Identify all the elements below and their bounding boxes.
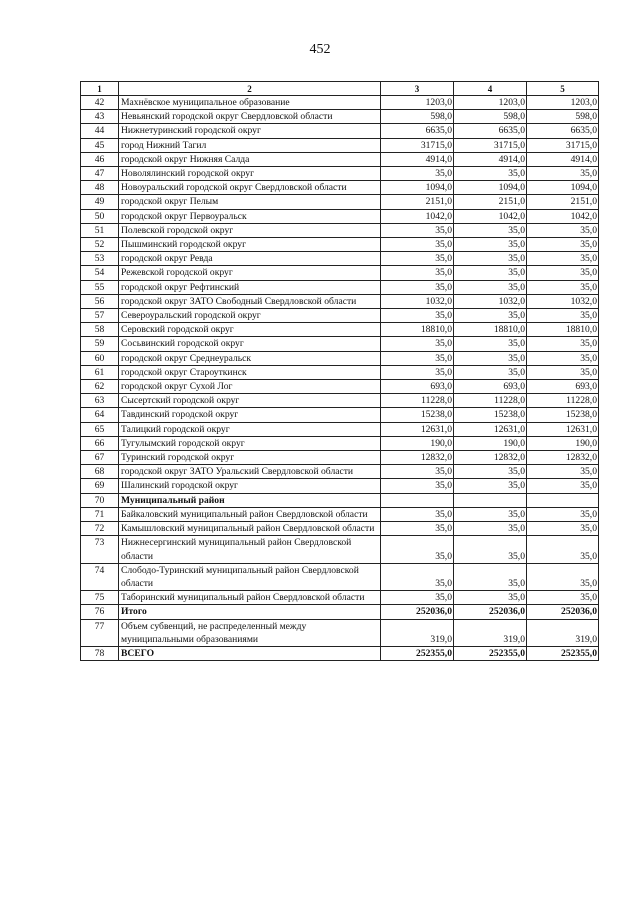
row-value-col-3: 35,0 [381,563,454,590]
row-number: 57 [81,309,119,323]
table-row [81,536,599,563]
row-name: городской округ Сухой Лог [119,380,381,394]
table-row [81,323,599,337]
row-number: 67 [81,451,119,465]
row-name: Слободо-Туринский муниципальный район Свердловской области [119,563,381,590]
row-name: Тугулымский городской округ [119,436,381,450]
row-name: Сысертский городской округ [119,394,381,408]
row-value-col-5: 35,0 [527,351,599,365]
row-value-col-4: 6635,0 [454,124,527,138]
table-row [81,138,599,152]
row-value-col-3: 18810,0 [381,323,454,337]
row-value-col-5: 252036,0 [527,605,599,619]
row-value-col-5: 35,0 [527,266,599,280]
row-value-col-3: 35,0 [381,465,454,479]
row-name: Североуральский городской округ [119,309,381,323]
row-value-col-3: 35,0 [381,266,454,280]
table-row [81,96,599,110]
row-name: городской округ Пелым [119,195,381,209]
row-name: город Нижний Тагил [119,138,381,152]
row-number: 58 [81,323,119,337]
row-value-col-4: 35,0 [454,507,527,521]
row-value-col-4: 35,0 [454,563,527,590]
row-number: 43 [81,110,119,124]
row-number: 61 [81,365,119,379]
row-value-col-3: 35,0 [381,536,454,563]
row-name: Новолялинский городской округ [119,167,381,181]
page-number: 452 [309,42,331,57]
row-value-col-4: 35,0 [454,337,527,351]
table-row [81,436,599,450]
row-value-col-4: 35,0 [454,309,527,323]
table-row [81,280,599,294]
table-row [81,422,599,436]
row-value-col-4: 35,0 [454,252,527,266]
row-value-col-5: 12832,0 [527,451,599,465]
row-name: городской округ Нижняя Салда [119,152,381,166]
row-number: 78 [81,646,119,660]
row-value-col-5: 35,0 [527,365,599,379]
row-name: Серовский городской округ [119,323,381,337]
table-row [81,365,599,379]
row-value-col-3: 35,0 [381,223,454,237]
table-row [81,394,599,408]
row-value-col-5: 6635,0 [527,124,599,138]
row-value-col-3: 1042,0 [381,209,454,223]
row-value-col-4: 1042,0 [454,209,527,223]
row-value-col-4: 1032,0 [454,294,527,308]
row-number: 59 [81,337,119,351]
row-number: 51 [81,223,119,237]
table-row [81,619,599,646]
table-row [81,337,599,351]
row-value-col-5: 18810,0 [527,323,599,337]
header-col-5: 5 [527,82,599,96]
header-col-3: 3 [381,82,454,96]
row-value-col-5: 35,0 [527,309,599,323]
row-value-col-3: 35,0 [381,522,454,536]
row-value-col-3: 598,0 [381,110,454,124]
table-row [81,507,599,521]
row-value-col-5: 35,0 [527,238,599,252]
row-value-col-5: 252355,0 [527,646,599,660]
row-name: Талицкий городской округ [119,422,381,436]
row-value-col-3: 15238,0 [381,408,454,422]
row-number: 69 [81,479,119,493]
row-name: Шалинский городской округ [119,479,381,493]
row-name: Полевской городской округ [119,223,381,237]
row-value-col-5: 35,0 [527,522,599,536]
table-row [81,110,599,124]
row-number: 54 [81,266,119,280]
row-name: Нижнесергинский муниципальный район Свердловской области [119,536,381,563]
row-number: 52 [81,238,119,252]
row-value-col-4: 1203,0 [454,96,527,110]
row-value-col-3: 35,0 [381,351,454,365]
row-value-col-4: 190,0 [454,436,527,450]
row-value-col-5: 2151,0 [527,195,599,209]
row-value-col-4: 4914,0 [454,152,527,166]
row-number: 75 [81,591,119,605]
row-value-col-4: 35,0 [454,536,527,563]
row-name: городской округ Рефтинский [119,280,381,294]
row-value-col-4: 35,0 [454,238,527,252]
row-value-col-5: 693,0 [527,380,599,394]
row-value-col-4: 319,0 [454,619,527,646]
row-number: 46 [81,152,119,166]
table-row [81,451,599,465]
row-value-col-3: 35,0 [381,309,454,323]
row-value-col-4: 693,0 [454,380,527,394]
row-name: Объем субвенций, не распределенный между муниципальными образованиями [119,619,381,646]
row-value-col-3: 2151,0 [381,195,454,209]
row-number: 71 [81,507,119,521]
row-number: 66 [81,436,119,450]
row-value-col-4: 18810,0 [454,323,527,337]
row-number: 72 [81,522,119,536]
row-value-col-5: 15238,0 [527,408,599,422]
row-value-col-4: 35,0 [454,522,527,536]
row-number: 50 [81,209,119,223]
table-row [81,294,599,308]
row-value-col-4: 35,0 [454,479,527,493]
row-value-col-4: 35,0 [454,365,527,379]
row-number: 62 [81,380,119,394]
row-name: Муниципальный район [119,493,381,507]
row-name: Сосьвинский городской округ [119,337,381,351]
row-value-col-3: 12631,0 [381,422,454,436]
row-name: Режевской городской округ [119,266,381,280]
table-row [81,124,599,138]
row-value-col-5: 35,0 [527,563,599,590]
row-name: Тавдинский городской округ [119,408,381,422]
table-row [81,252,599,266]
row-value-col-3: 693,0 [381,380,454,394]
row-value-col-4: 598,0 [454,110,527,124]
table-row [81,181,599,195]
row-name: Камышловский муниципальный район Свердловской области [119,522,381,536]
row-value-col-5: 35,0 [527,280,599,294]
row-value-col-3: 35,0 [381,337,454,351]
row-value-col-4: 1094,0 [454,181,527,195]
table-row [81,238,599,252]
table-row [81,465,599,479]
row-value-col-4: 35,0 [454,465,527,479]
row-number: 53 [81,252,119,266]
table-row [81,591,599,605]
row-value-col-5: 35,0 [527,337,599,351]
row-value-col-5 [527,493,599,507]
row-value-col-5: 1032,0 [527,294,599,308]
row-value-col-5: 31715,0 [527,138,599,152]
row-value-col-4: 35,0 [454,591,527,605]
row-value-col-3: 6635,0 [381,124,454,138]
row-value-col-4: 15238,0 [454,408,527,422]
subsidy-table [80,81,599,661]
row-value-col-5: 1203,0 [527,96,599,110]
table-row [81,493,599,507]
row-number: 42 [81,96,119,110]
row-number: 48 [81,181,119,195]
row-name: Нижнетуринский городской округ [119,124,381,138]
table-body [81,96,599,661]
row-name: городской округ Среднеуральск [119,351,381,365]
row-value-col-4: 35,0 [454,351,527,365]
row-value-col-5: 35,0 [527,536,599,563]
table-row [81,522,599,536]
row-name: Пышминский городской округ [119,238,381,252]
row-value-col-5: 35,0 [527,223,599,237]
table-row [81,563,599,590]
row-value-col-3: 1032,0 [381,294,454,308]
row-value-col-5: 11228,0 [527,394,599,408]
row-number: 45 [81,138,119,152]
row-name: городской округ Первоуральск [119,209,381,223]
row-value-col-4: 35,0 [454,167,527,181]
row-value-col-3: 35,0 [381,167,454,181]
table-row [81,209,599,223]
table-row [81,605,599,619]
row-value-col-5: 598,0 [527,110,599,124]
row-value-col-5: 1042,0 [527,209,599,223]
row-value-col-4: 31715,0 [454,138,527,152]
row-number: 56 [81,294,119,308]
row-value-col-3: 12832,0 [381,451,454,465]
row-name: Итого [119,605,381,619]
row-value-col-5: 35,0 [527,167,599,181]
table-row [81,351,599,365]
table-row [81,223,599,237]
row-value-col-3: 35,0 [381,280,454,294]
row-number: 60 [81,351,119,365]
row-value-col-5: 190,0 [527,436,599,450]
row-name: Махнёвское муниципальное образование [119,96,381,110]
row-value-col-5: 35,0 [527,465,599,479]
table-row [81,195,599,209]
row-value-col-3: 35,0 [381,365,454,379]
row-value-col-3: 31715,0 [381,138,454,152]
row-value-col-3: 11228,0 [381,394,454,408]
row-value-col-5: 35,0 [527,252,599,266]
row-value-col-4: 252036,0 [454,605,527,619]
row-value-col-5: 35,0 [527,591,599,605]
table-row [81,408,599,422]
row-value-col-3: 35,0 [381,507,454,521]
row-value-col-3: 35,0 [381,238,454,252]
row-value-col-3: 252355,0 [381,646,454,660]
header-col-4: 4 [454,82,527,96]
row-name: Таборинский муниципальный район Свердловской области [119,591,381,605]
row-value-col-3: 190,0 [381,436,454,450]
row-value-col-4: 35,0 [454,266,527,280]
table-row [81,167,599,181]
header-col-2: 2 [119,82,381,96]
row-number: 74 [81,563,119,590]
row-number: 63 [81,394,119,408]
row-number: 64 [81,408,119,422]
row-value-col-4: 35,0 [454,280,527,294]
row-name: Байкаловский муниципальный район Свердловской области [119,507,381,521]
row-number: 47 [81,167,119,181]
row-value-col-3: 35,0 [381,479,454,493]
row-value-col-3: 35,0 [381,252,454,266]
row-value-col-3 [381,493,454,507]
row-value-col-3: 1203,0 [381,96,454,110]
row-value-col-4: 2151,0 [454,195,527,209]
row-value-col-3: 1094,0 [381,181,454,195]
row-value-col-3: 319,0 [381,619,454,646]
row-number: 77 [81,619,119,646]
row-value-col-3: 252036,0 [381,605,454,619]
row-number: 55 [81,280,119,294]
row-value-col-4: 35,0 [454,223,527,237]
row-name: городской округ ЗАТО Уральский Свердловской области [119,465,381,479]
row-value-col-4: 12631,0 [454,422,527,436]
row-number: 70 [81,493,119,507]
table-row [81,479,599,493]
row-value-col-5: 12631,0 [527,422,599,436]
table-row [81,152,599,166]
row-name: Невьянский городской округ Свердловской области [119,110,381,124]
row-name: Туринский городской округ [119,451,381,465]
row-value-col-4 [454,493,527,507]
row-value-col-5: 35,0 [527,479,599,493]
row-name: ВСЕГО [119,646,381,660]
table-row [81,380,599,394]
row-value-col-4: 12832,0 [454,451,527,465]
table-header-row [81,82,599,96]
table-row [81,266,599,280]
row-number: 68 [81,465,119,479]
row-number: 65 [81,422,119,436]
row-number: 49 [81,195,119,209]
row-value-col-4: 252355,0 [454,646,527,660]
row-value-col-5: 1094,0 [527,181,599,195]
row-name: городской округ Ревда [119,252,381,266]
row-value-col-5: 4914,0 [527,152,599,166]
row-number: 76 [81,605,119,619]
row-name: городской округ Староуткинск [119,365,381,379]
row-value-col-3: 35,0 [381,591,454,605]
row-value-col-4: 11228,0 [454,394,527,408]
header-col-1: 1 [81,82,119,96]
row-number: 73 [81,536,119,563]
row-value-col-5: 319,0 [527,619,599,646]
row-value-col-5: 35,0 [527,507,599,521]
row-name: городской округ ЗАТО Свободный Свердловской области [119,294,381,308]
table-row [81,309,599,323]
table-row [81,646,599,660]
row-value-col-3: 4914,0 [381,152,454,166]
row-number: 44 [81,124,119,138]
row-name: Новоуральский городской округ Свердловской области [119,181,381,195]
